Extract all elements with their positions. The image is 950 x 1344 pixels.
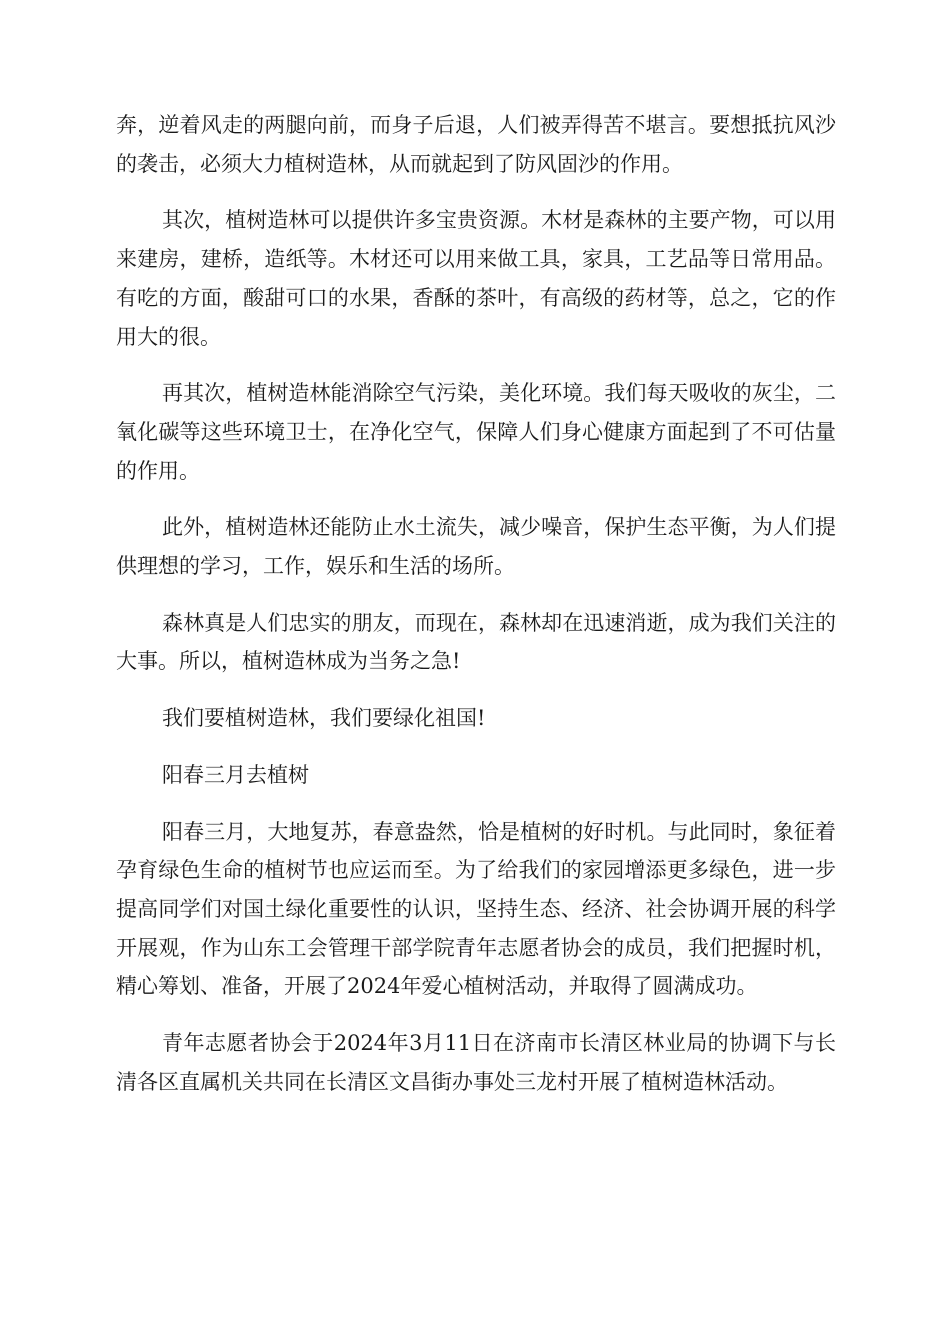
paragraph-erosion: 此外，植树造林还能防止水土流失，减少噪音，保护生态平衡，为人们提供理想的学习，工作，娱乐和生活的场所。 [116,515,836,579]
paragraph-continuation: 奔，逆着风走的两腿向前，而身子后退，人们被弄得苦不堪言。要想抵抗风沙的袭击，必须大力植树造林，从而就起到了防风固沙的作用。 [116,113,836,176]
paragraph-forest-friend: 森林真是人们忠实的朋友，而现在，森林却在迅速消逝，成为我们关注的大事。所以，植树造林成为当务之急! [116,610,836,674]
section-heading: 阳春三月去植树 [162,762,309,787]
paragraph-spring: 阳春三月，大地复苏，春意盎然，恰是植树的好时机。与此同时，象征着孕育绿色生命的植树节也应运而至。为了给我们的家园增添更多绿色，进一步提高同学们对国土绿化重要性的认识，坚持生态、经济、社会协调开展的科学开展观，作为山东工会管理干部学院青年志愿者协会的成员，我们把握时机，精心筹划、准备，开展了2024年爱心植树活动，并取得了圆满成功。 [116,819,836,999]
paragraph-activity: 青年志愿者协会于2024年3月11日在济南市长清区林业局的协调下与长清各区直属机关共同在长清区文昌街办事处三龙村开展了植树造林活动。 [116,1031,836,1094]
paragraph-pollution: 再其次，植树造林能消除空气污染，美化环境。我们每天吸收的灰尘，二氧化碳等这些环境卫士，在净化空气，保障人们身心健康方面起到了不可估量的作用。 [116,381,836,483]
document-body [116,106,836,1119]
paragraph-resources: 其次，植树造林可以提供许多宝贵资源。木材是森林的主要产物，可以用来建房，建桥，造纸等。木材还可以用来做工具，家具，工艺品等日常用品。有吃的方面，酸甜可口的水果，香酥的茶叶，有高级的药材等，总之，它的作用大的很。 [116,208,836,349]
paragraph-slogan: 我们要植树造林，我们要绿化祖国! [162,706,486,731]
